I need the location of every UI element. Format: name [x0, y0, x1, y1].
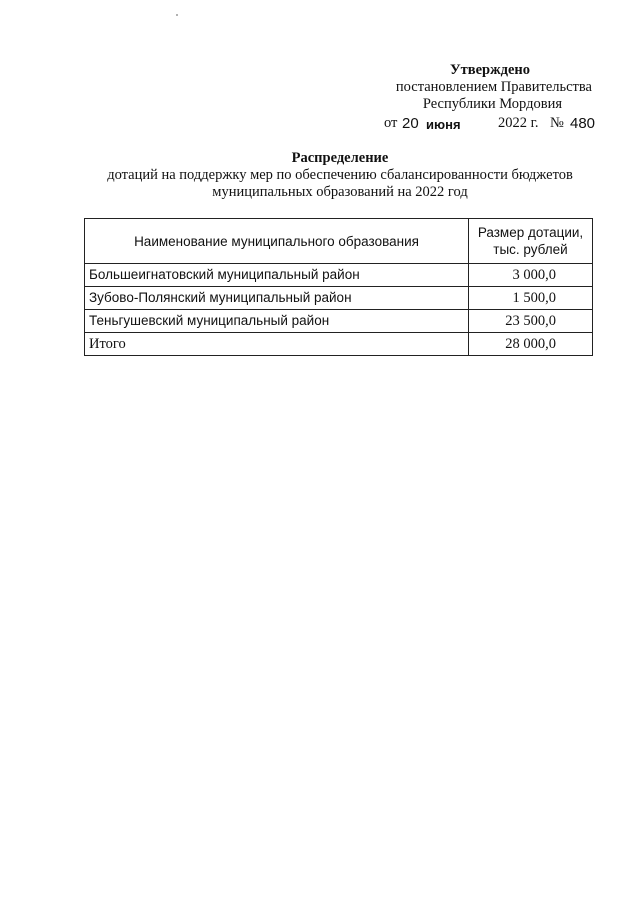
document-heading — [80, 150, 600, 201]
header-grant-amount-line-1: Размер дотации, — [477, 225, 584, 240]
number-sign: № — [550, 115, 564, 131]
scan-speck — [176, 14, 178, 16]
document-subtitle-line-1: дотаций на поддержку мер по обеспечению сбалансированности бюджетов — [107, 167, 573, 183]
table-header-row — [85, 219, 593, 264]
header-grant-amount — [469, 219, 593, 264]
table-row — [85, 264, 593, 287]
approval-stamp-block — [360, 62, 596, 135]
approval-title: Утверждено — [450, 62, 530, 78]
table-row — [85, 310, 593, 333]
approval-date-number — [360, 115, 596, 135]
date-day: 20 — [402, 115, 419, 132]
row-municipality-name: Большеигнатовский муниципальный район — [85, 264, 469, 287]
date-month: июня — [426, 117, 461, 132]
table-total-row — [85, 333, 593, 356]
approval-line-republic: Республики Мордовия — [422, 96, 562, 112]
document-title: Распределение — [291, 150, 389, 166]
distribution-table — [84, 218, 593, 356]
row-grant-amount: 3 000,0 — [469, 264, 593, 287]
total-label: Итого — [85, 333, 469, 356]
header-grant-amount-line-2: тыс. рублей — [493, 242, 568, 257]
decree-number: 480 — [570, 115, 596, 132]
approval-line-government: постановлением Правительства — [395, 79, 592, 95]
row-municipality-name: Зубово-Полянский муниципальный район — [85, 287, 469, 310]
table-row — [85, 287, 593, 310]
row-municipality-name: Теньгушевский муниципальный район — [85, 310, 469, 333]
date-year: 2022 г. — [498, 115, 539, 131]
row-grant-amount: 1 500,0 — [469, 287, 593, 310]
total-amount: 28 000,0 — [469, 333, 593, 356]
date-prefix: от — [384, 115, 398, 131]
document-subtitle-line-2: муниципальных образований на 2022 год — [212, 184, 468, 200]
header-municipality-name: Наименование муниципального образования — [85, 219, 469, 264]
row-grant-amount: 23 500,0 — [469, 310, 593, 333]
